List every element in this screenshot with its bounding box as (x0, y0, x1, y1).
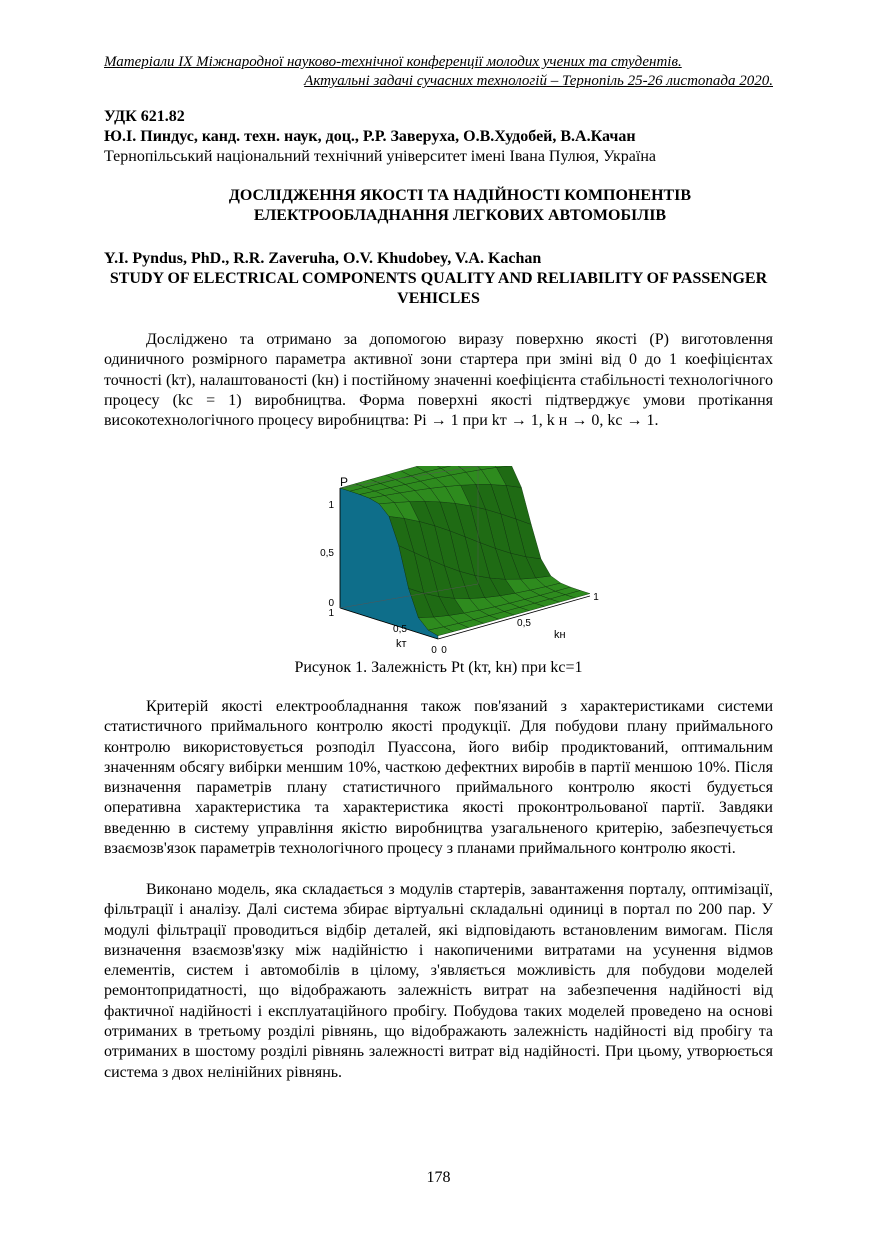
title-english: STUDY OF ELECTRICAL COMPONENTS QUALITY AND RELIABILITY OF PASSENGER VEHICLES (109, 270, 768, 307)
quality-surface-figure (318, 466, 608, 656)
body-paragraph-model: Виконано модель, яка складається з модулів стартерів, завантаження порталу, оптимізації, фільтрації і аналізу. Далі система збирає віртуальні складальні одиниці в портал по 200 пар. У модулі фільтрації проводиться відбір деталей, які відповідають встановленим вимогам. Після визначення взаємозв'язку між надійністю і накопиченими витратами на усунення відмов елементів, систем і автомобілів в цілому, з'являється можливість для побудови моделей ремонтопридатності, що відображають залежність витрат на забезпечення надійності від фактичної надійності і експлуатаційного пробігу. Побудова таких моделей проведено на основі отриманих в третьому розділі рівнянь, що відображають залежність надійності від пробігу та отриманих в шостому розділі рівнянь залежності витрат від надійності. При цьому, утворюється система з двох нелінійних рівнянь. (104, 881, 773, 1081)
z-axis-label: P (340, 475, 349, 489)
body-paragraph-acceptance-control: Критерій якості електрообладнання також пов'язаний з характеристиками системи статистичного приймального контролю якості продукції. Для побудови плану приймального контролю використовується розподіл Пуассона, його вибір продиктований, оптимальним значенням обсягу вибірки меншим 10%, часткою дефектних виробів в партії меншою 10%. Після визначення параметрів плану статистичного приймального контролю якості будується оперативна характеристика та характеристика якості проконтрольованої партії. Завдяки введенню в систему управління якістю виробництва узагальненого критерію, забезпечується взаємозв'язок параметрів технологічного процесу з планами приймального контролю якості. (104, 698, 773, 858)
surface-mesh (340, 466, 590, 639)
kt-axis-label: kт (396, 638, 407, 650)
authors-english: Y.I. Pyndus, PhD., R.R. Zaveruha, O.V. Khudobey, V.A. Kachan (104, 250, 542, 267)
title-ukrainian: ДОСЛІДЖЕННЯ ЯКОСТІ ТА НАДІЙНОСТІ КОМПОНЕНТІВ ЕЛЕКТРООБЛАДНАННЯ ЛЕГКОВИХ АВТОМОБІЛІВ (228, 187, 692, 224)
abstract-paragraph: Досліджено та отримано за допомогою виразу поверхню якості (P) виготовлення одиничного розмірного параметра активної зони стартера при зміні від 0 до 1 коефіцієнтах точності (kт), налаштованості (kн) і постійному значенні коефіцієнта стабільності технологічного процесу (kс = 1) виробництва. Форма поверхні якості підтверджує умови протікання високотехнологічного процесу виробництва: Pі → 1 при kт → 1, k н → 0, kс → 1. (104, 331, 773, 430)
kn-axis-label: kн (554, 629, 566, 641)
z-tick-0: 0 (328, 598, 334, 609)
kt-tick-1: 1 (328, 608, 334, 619)
running-head-conference: Матеріали IX Міжнародної науково-технічної конференції молодих учених та студентів. (104, 54, 682, 70)
z-tick-1: 1 (328, 500, 334, 511)
surface-plot (318, 466, 608, 656)
figure-caption: Рисунок 1. Залежність Pt (kт, kн) при kc=1 (294, 659, 583, 676)
page-number: 178 (426, 1169, 451, 1186)
z-tick-05: 0,5 (320, 548, 334, 559)
authors-ukrainian: Ю.І. Пиндус, канд. техн. наук, доц., Р.Р. Заверуха, О.В.Худобей, В.А.Качан (104, 128, 636, 145)
udk-code: УДК 621.82 (104, 108, 185, 125)
running-head-subtitle: Актуальні задачі сучасних технологій – Тернопіль 25-26 листопада 2020. (304, 73, 773, 89)
kn-tick-0: 0 (441, 645, 447, 656)
kn-tick-1: 1 (593, 592, 599, 603)
kn-tick-05: 0,5 (517, 618, 531, 629)
kt-tick-05: 0,5 (393, 624, 407, 635)
affiliation: Тернопільський національний технічний університет імені Івана Пулюя, Україна (104, 148, 656, 165)
kt-tick-0: 0 (431, 645, 437, 656)
